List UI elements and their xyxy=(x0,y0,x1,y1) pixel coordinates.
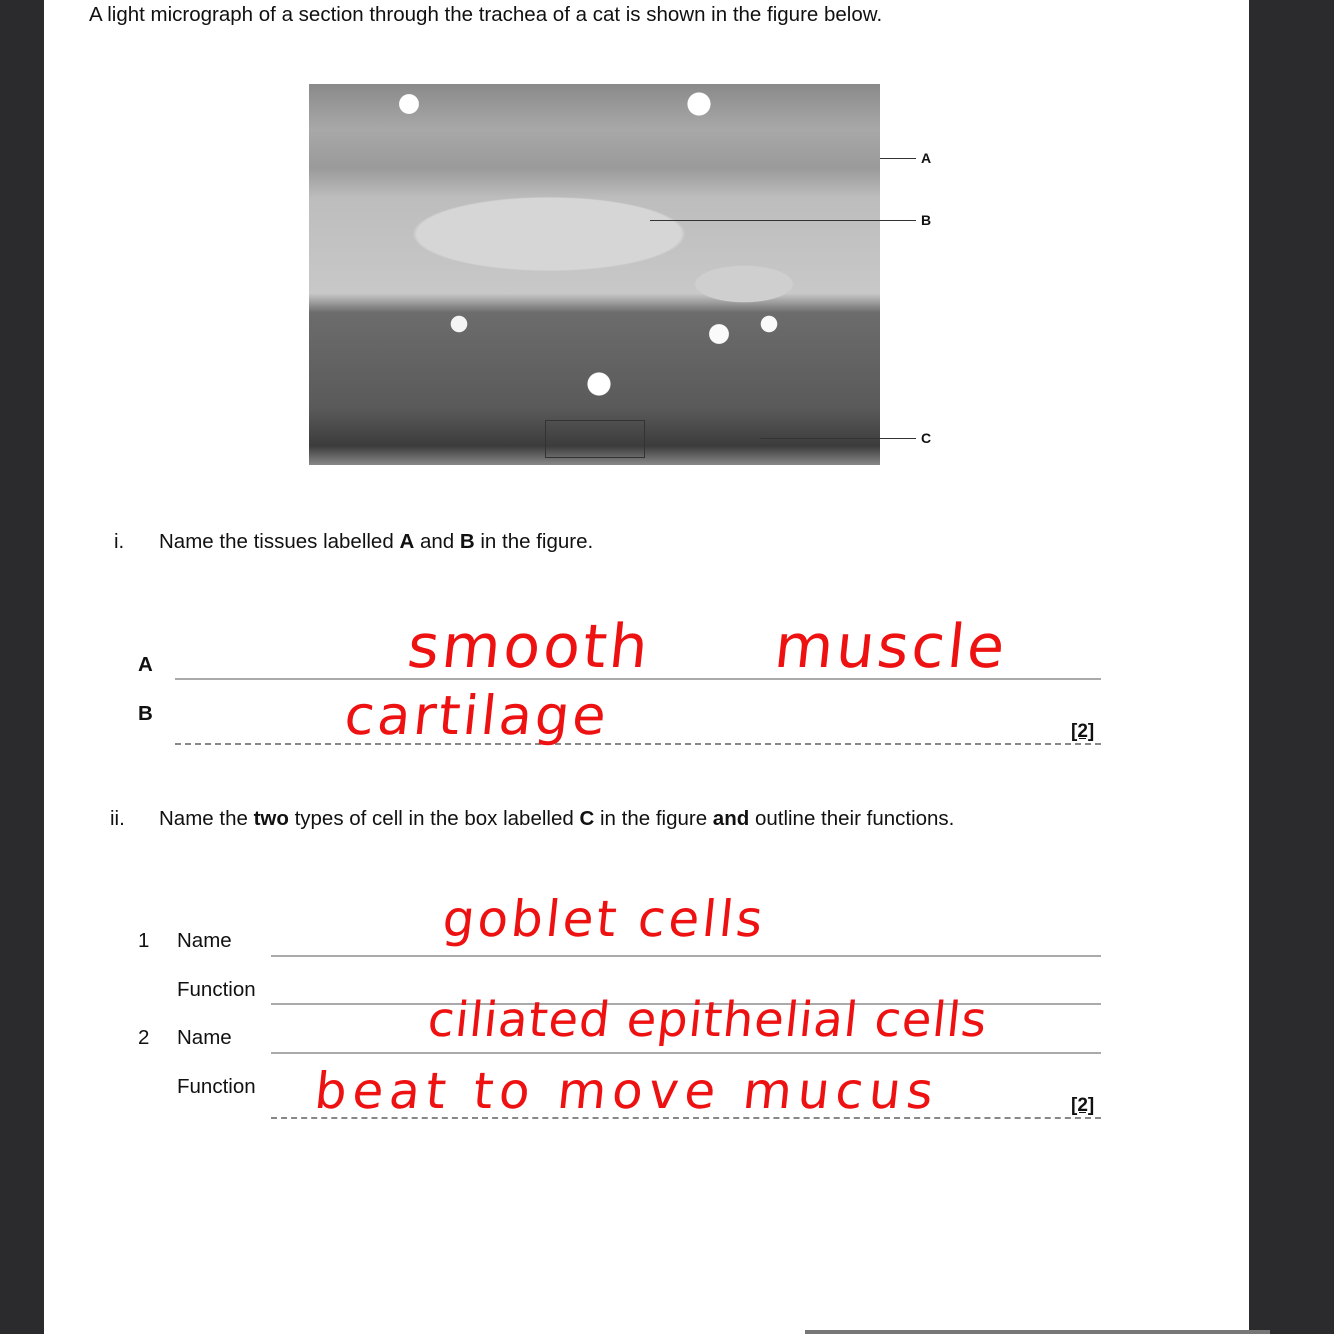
marks-q2: [2] xyxy=(1071,1095,1095,1116)
handwritten-item-2-function: beat to move mucus xyxy=(311,1062,942,1120)
q1-text-part: A xyxy=(399,530,415,553)
item-2-function-label: Function xyxy=(177,1075,256,1098)
next-page-edge xyxy=(805,1330,1270,1334)
leader-line-c xyxy=(760,438,916,439)
item-2-name-label: Name xyxy=(177,1026,232,1049)
q1-text-part: B xyxy=(459,530,475,553)
figure-label-c: C xyxy=(921,430,932,446)
intro-text: A light micrograph of a section through the trachea of a cat is shown in the figure below. xyxy=(89,3,883,26)
q1-text xyxy=(159,530,593,554)
q2-text-part: types of cell in the box labelled xyxy=(288,807,580,830)
figure-label-a: A xyxy=(921,150,932,166)
item-2-name-line[interactable] xyxy=(271,1052,1101,1054)
handwritten-answer-b: cartilage xyxy=(341,684,613,747)
q2-text xyxy=(159,807,954,831)
box-c xyxy=(545,420,645,458)
q2-number: ii. xyxy=(110,807,125,830)
handwritten-item-2-name: ciliated epithelial cells xyxy=(425,992,991,1048)
handwritten-answer-a2: muscle xyxy=(771,612,1011,682)
answer-line-b[interactable] xyxy=(175,743,1101,745)
q1-text-part: and xyxy=(414,530,460,553)
handwritten-answer-a1: smooth xyxy=(404,612,655,682)
item-1-number: 1 xyxy=(138,929,150,952)
q1-text-part: Name the tissues labelled xyxy=(159,530,400,553)
q2-text-part: and xyxy=(712,807,750,830)
q2-text-part: C xyxy=(579,807,595,830)
q1-text-part: in the figure. xyxy=(474,530,594,553)
item-2-number: 2 xyxy=(138,1026,150,1049)
answer-label-b: B xyxy=(138,702,153,725)
q2-text-part: two xyxy=(253,807,289,830)
q2-text-part: Name the xyxy=(159,807,254,830)
item-1-name-line[interactable] xyxy=(271,955,1101,957)
marks-q1: [2] xyxy=(1071,721,1095,742)
item-1-function-label: Function xyxy=(177,978,256,1001)
q2-text-part: in the figure xyxy=(594,807,713,830)
q2-text-part: outline their functions. xyxy=(749,807,955,830)
leader-line-b xyxy=(650,220,916,221)
answer-label-a: A xyxy=(138,653,153,676)
item-1-name-label: Name xyxy=(177,929,232,952)
figure-label-b: B xyxy=(921,212,932,228)
q1-number: i. xyxy=(114,530,125,553)
trachea-micrograph xyxy=(309,84,880,465)
leader-line-a xyxy=(880,158,916,159)
handwritten-item-1-name: goblet cells xyxy=(439,890,769,948)
